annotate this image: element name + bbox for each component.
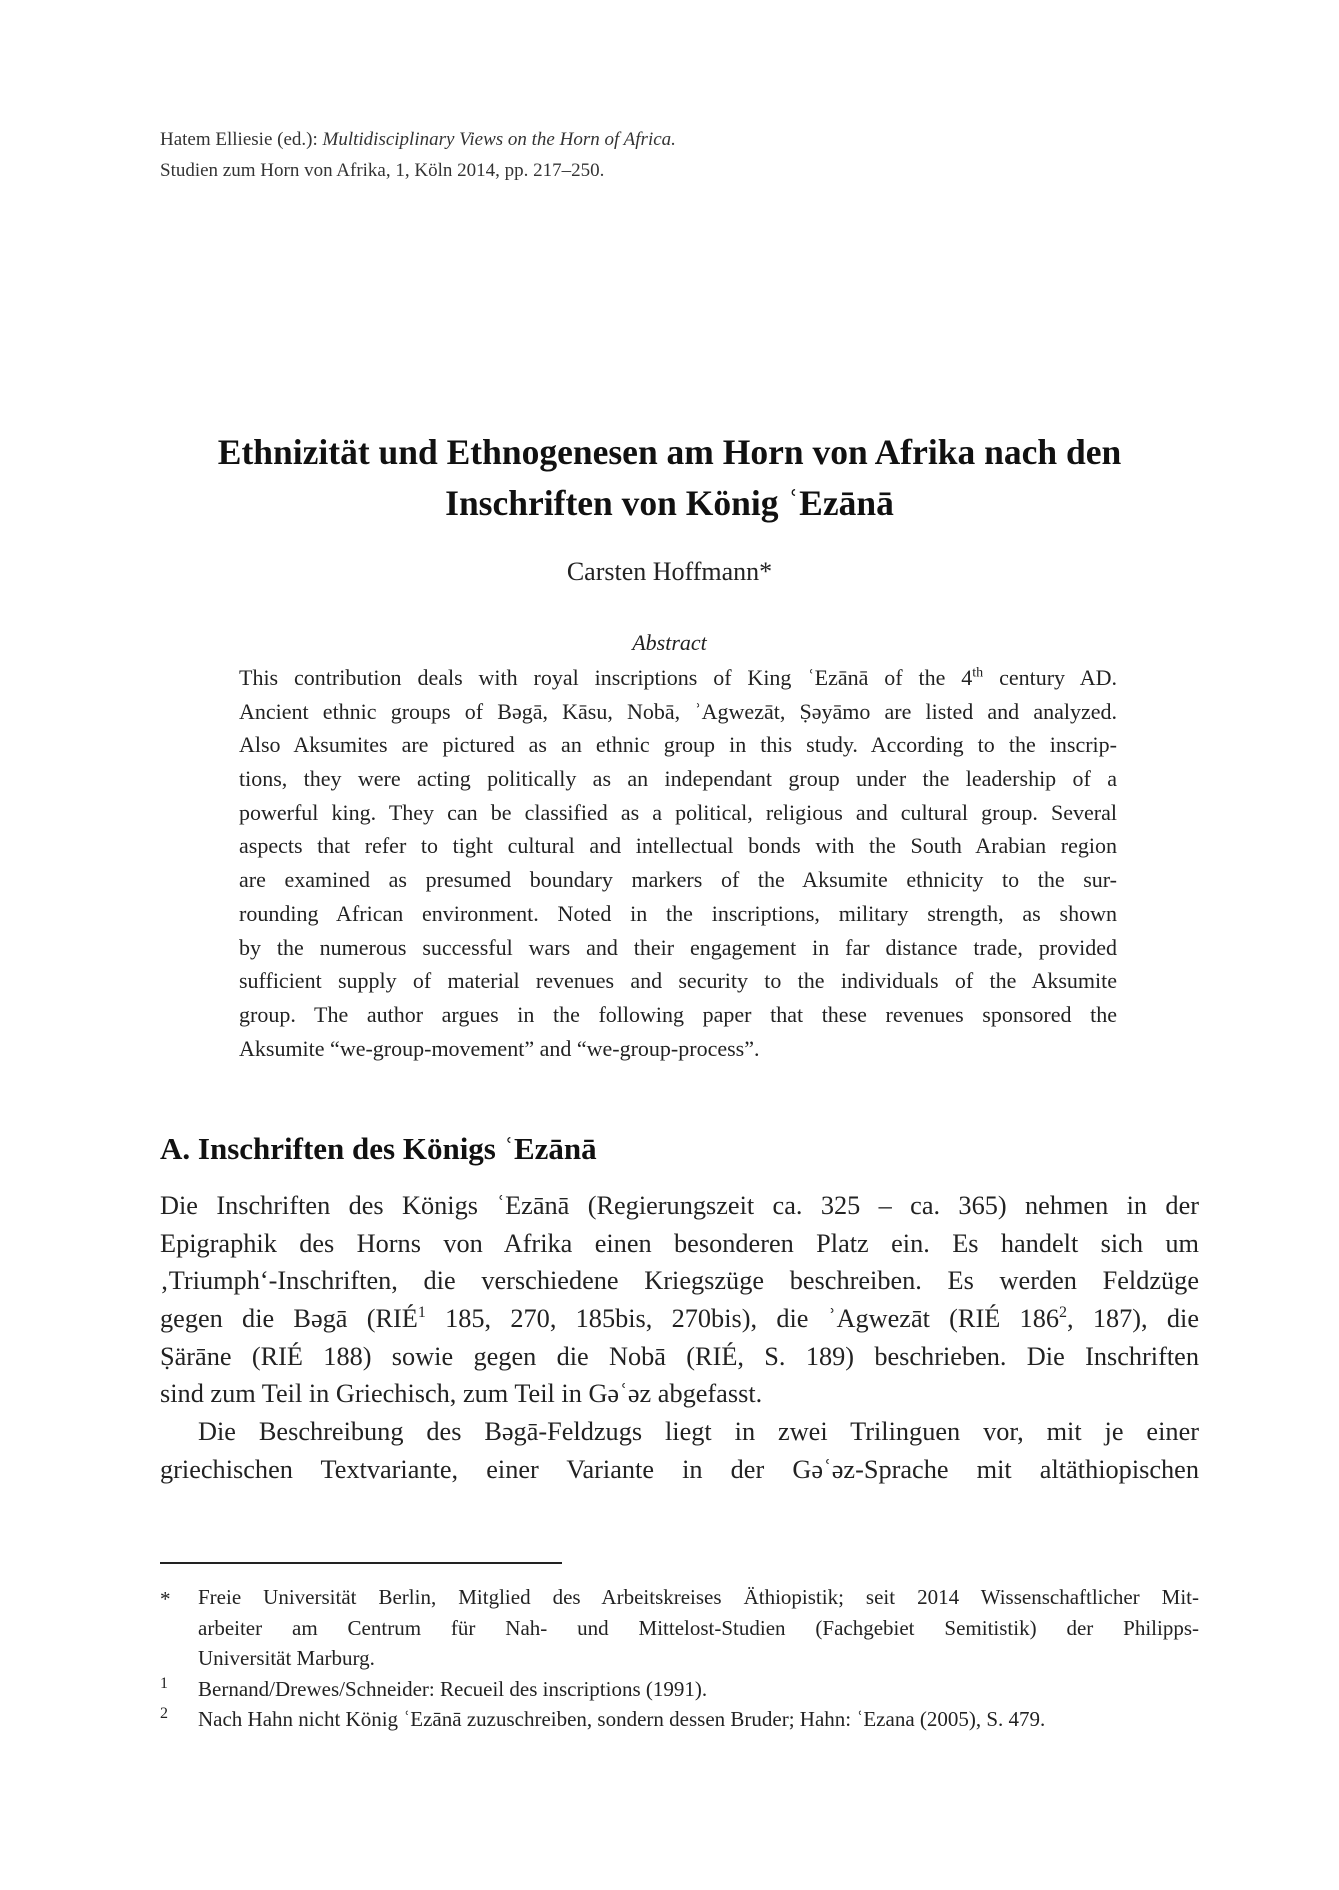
- abstract-line: tions, they were acting politically as an independant group under the leadership of a: [239, 766, 1117, 792]
- footnote-ref-1[interactable]: 1: [417, 1304, 426, 1322]
- footnote-mark: 1: [160, 1674, 168, 1692]
- body-line: Die Inschriften des Königs ʿEzānā (Regierungszeit ca. 325 – ca. 365) nehmen in der: [160, 1191, 1199, 1220]
- footnote-line: Universität Marburg.: [198, 1646, 375, 1670]
- body-line: sind zum Teil in Griechisch, zum Teil in Gəʿəz abgefasst.: [160, 1379, 763, 1409]
- citation-editor: Hatem Elliesie (ed.):: [160, 129, 323, 150]
- body-text: [160, 1187, 1199, 1489]
- body-line: Ṣärāne (RIÉ 188) sowie gegen die Nobā (RIÉ, S. 189) beschrieben. Die Inschriften: [160, 1341, 1199, 1371]
- footnote-ref-2[interactable]: 2: [1059, 1304, 1067, 1322]
- footnote-mark: 2: [160, 1705, 168, 1722]
- body-line-text: 185, 270, 185bis, 270bis), die ʾAgwezāt (RIÉ 186: [425, 1304, 1059, 1334]
- abstract-label: Abstract: [632, 630, 707, 655]
- citation-line-1: [160, 124, 676, 155]
- footnotes: [160, 1582, 1199, 1735]
- body-line-text: gegen die Bəgā (RIÉ: [160, 1304, 418, 1334]
- abstract-line-text: This contribution deals with royal inscriptions of King ʿEzānā of the 4: [239, 665, 973, 690]
- body-line: Die Beschreibung des Bəgā-Feldzugs liegt in zwei Trilinguen vor, mit je einer: [198, 1417, 1199, 1447]
- citation-book-title: Multidisciplinary Views on the Horn of Africa.: [322, 129, 676, 150]
- author-name: Carsten Hoffmann*: [566, 557, 773, 586]
- body-line-text: , 187), die: [1067, 1304, 1199, 1334]
- paper-title: [140, 427, 1199, 529]
- footnote-star: [160, 1582, 1199, 1674]
- abstract-line: powerful king. They can be classified as a political, religious and cultural group. Several: [239, 799, 1117, 825]
- footnote-line: arbeiter am Centrum für Nah- und Mittelost-Studien (Fachgebiet Semitistik) der Philipps-: [198, 1615, 1199, 1640]
- footnote-divider: [160, 1562, 562, 1564]
- ordinal-superscript: th: [972, 665, 984, 681]
- abstract-line: group. The author argues in the following paper that these revenues sponsored the: [239, 1001, 1117, 1027]
- abstract-line: sufficient supply of material revenues and security to the individuals of the Aksumite: [239, 968, 1117, 994]
- footnote-line: Freie Universität Berlin, Mitglied des Arbeitskreises Äthiopistik; seit 2014 Wissenschaftlicher Mit-: [198, 1585, 1199, 1609]
- footnote-mark: *: [160, 1587, 171, 1611]
- body-line: [160, 1300, 1199, 1338]
- footnote-2: [160, 1704, 1199, 1735]
- citation-line-2: Studien zum Horn von Afrika, 1, Köln 2014, pp. 217–250.: [160, 160, 605, 181]
- abstract-text: [239, 661, 1117, 1065]
- footnote-line: Nach Hahn nicht König ʿEzānā zuzuschreiben, sondern dessen Bruder; Hahn: ʿEzana (2005), S. 479.: [198, 1707, 1046, 1731]
- body-line: ‚Triumph‘-Inschriften, die verschiedene Kriegszüge beschreiben. Es werden Feldzüge: [160, 1266, 1199, 1296]
- paper-title-line-2: Inschriften von König ʿEzānā: [445, 483, 894, 523]
- abstract-line: Aksumite “we-group-movement” and “we-group-process”.: [239, 1035, 760, 1061]
- abstract-line: by the numerous successful wars and their engagement in far distance trade, provided: [239, 934, 1117, 960]
- footnote-line: Bernand/Drewes/Schneider: Recueil des inscriptions (1991).: [198, 1676, 708, 1701]
- footnote-1: [160, 1674, 1199, 1705]
- section-heading: A. Inschriften des Königs ʿEzānā: [160, 1131, 597, 1166]
- abstract-line: rounding African environment. Noted in the inscriptions, military strength, as shown: [239, 900, 1117, 926]
- abstract-line: are examined as presumed boundary markers of the Aksumite ethnicity to the sur-: [239, 867, 1117, 893]
- abstract-line: Also Aksumites are pictured as an ethnic group in this study. According to the inscrip-: [239, 732, 1117, 758]
- abstract-line: [239, 661, 1117, 695]
- abstract-line-text: century AD.: [983, 665, 1118, 690]
- paper-title-line-1: Ethnizität und Ethnogenesen am Horn von Afrika nach den: [217, 432, 1122, 472]
- citation-header: [160, 124, 676, 186]
- abstract-line: aspects that refer to tight cultural and intellectual bonds with the South Arabian region: [239, 833, 1117, 859]
- body-line: Epigraphik des Horns von Afrika einen besonderen Platz ein. Es handelt sich um: [160, 1228, 1199, 1258]
- body-line: griechischen Textvariante, einer Variante in der Gəʿəz-Sprache mit altäthiopischen: [160, 1454, 1199, 1484]
- abstract-line: Ancient ethnic groups of Bəgā, Kāsu, Nobā, ʾAgwezāt, Ṣəyāmo are listed and analyzed.: [239, 698, 1117, 724]
